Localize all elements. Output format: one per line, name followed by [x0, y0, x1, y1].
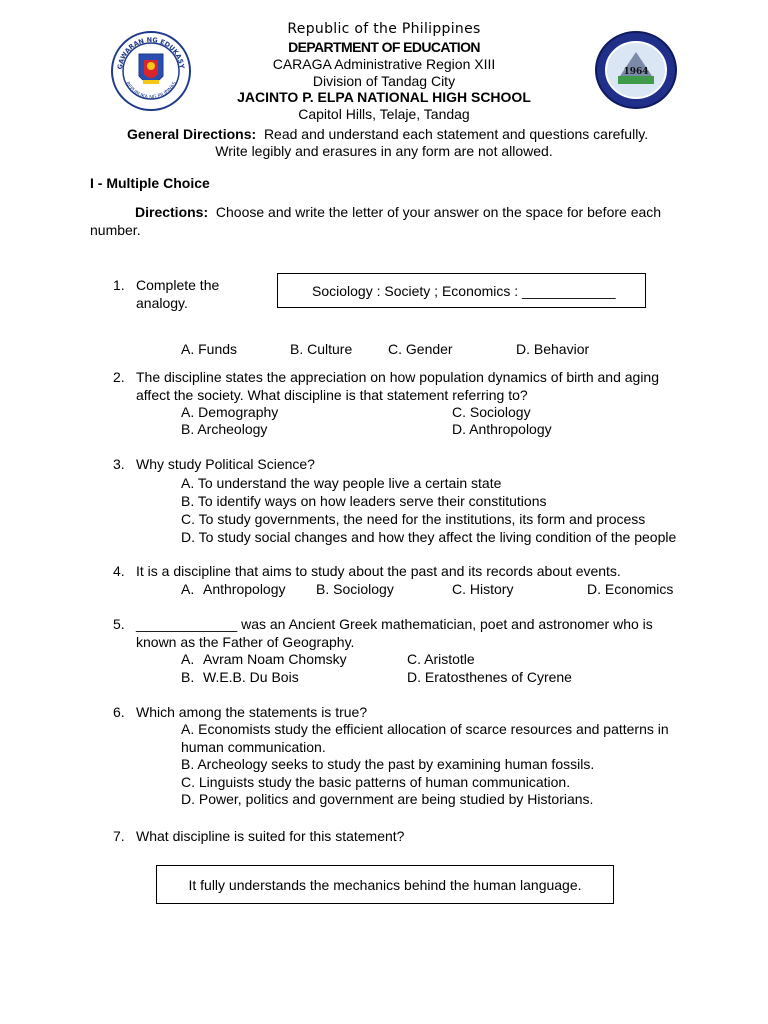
- choice: B. Archeology: [181, 421, 268, 437]
- choice: C. Aristotle: [407, 651, 475, 667]
- choice: B. To identify ways on how leaders serve their constitutions: [181, 493, 547, 509]
- header-department: DEPARTMENT OF EDUCATION: [288, 39, 480, 55]
- general-directions-line2: Write legibly and erasures in any form are not allowed.: [215, 143, 553, 159]
- choice: D. Power, politics and government are being studied by Historians.: [181, 791, 594, 807]
- question-3-choices: [181, 474, 676, 546]
- choice: A. Demography: [181, 404, 279, 420]
- choice: B. Archeology seeks to study the past by examining human fossils.: [181, 756, 595, 772]
- choice: D. Anthropology: [452, 421, 552, 437]
- choice: B. Sociology: [316, 581, 394, 597]
- question-4-text: It is a discipline that aims to study about the past and its records about events.: [136, 563, 621, 579]
- question-text-line: The discipline states the appreciation on how population dynamics of birth and aging: [136, 369, 659, 385]
- choice: B. Culture: [290, 341, 353, 357]
- question-text-line: affect the society. What discipline is that statement referring to?: [136, 386, 528, 403]
- svg-text:1964: 1964: [623, 67, 649, 77]
- choice: Anthropology: [203, 581, 286, 597]
- question-7-text: What discipline is suited for this statement?: [136, 828, 405, 844]
- choice-continuation: human communication.: [181, 738, 326, 755]
- choice: D. Eratosthenes of Cyrene: [407, 669, 572, 685]
- header-school: JACINTO P. ELPA NATIONAL HIGH SCHOOL: [237, 89, 531, 105]
- choice: A. Economists study the efficient allocation of scarce resources and patterns in: [181, 721, 669, 737]
- general-directions-line1: Read and understand each statement and questions carefully.: [263, 126, 649, 142]
- question-6-text: Which among the statements is true?: [136, 704, 368, 720]
- choice: W.E.B. Du Bois: [203, 669, 299, 685]
- choice: D. Economics: [587, 581, 674, 597]
- choice: C. Gender: [388, 341, 453, 357]
- choice: A. To understand the way people live a certain state: [181, 475, 502, 491]
- header-address: Capitol Hills, Telaje, Tandag: [298, 106, 470, 122]
- choice-letter: A.: [181, 651, 195, 667]
- question-2-text: [136, 369, 659, 404]
- question-text-line: Complete the: [136, 277, 220, 293]
- directions-label: Directions:: [135, 204, 209, 220]
- question-5-text: [136, 616, 653, 651]
- statement-text: It fully understands the mechanics behind the human language.: [188, 877, 582, 893]
- choice: C. History: [452, 581, 514, 597]
- section-title: I - Multiple Choice: [90, 175, 210, 191]
- choice: Avram Noam Chomsky: [203, 651, 347, 667]
- question-3-text: Why study Political Science?: [136, 456, 315, 472]
- question-text-line: analogy.: [136, 294, 188, 311]
- general-directions: [127, 126, 648, 143]
- question-number: 1.: [113, 277, 125, 293]
- header-republic: Republic of the Philippines: [287, 21, 481, 37]
- choice: C. To study governments, the need for the institutions, its form and process: [181, 511, 646, 527]
- choice: C. Sociology: [452, 404, 531, 420]
- question-number: 4.: [113, 563, 125, 579]
- choice-letter: A.: [181, 581, 195, 597]
- analogy-text: Sociology : Society ; Economics : ____________: [312, 283, 616, 299]
- header-division: Division of Tandag City: [312, 73, 456, 89]
- section-directions: [135, 204, 661, 220]
- directions-line1: Choose and write the letter of your answer on the space for before each: [215, 204, 662, 220]
- svg-text:REPUBLIKA NG PILIPINAS: REPUBLIKA NG PILIPINAS: [124, 80, 178, 101]
- general-directions-label: General Directions:: [127, 126, 257, 142]
- question-number: 6.: [113, 704, 125, 720]
- directions-line2: number.: [90, 222, 141, 238]
- question-text-line: _____________ was an Ancient Greek mathematician, poet and astronomer who is: [136, 616, 653, 632]
- analogy-box: [277, 273, 646, 308]
- question-number: 7.: [113, 828, 125, 844]
- choice: A. Funds: [181, 341, 238, 357]
- choice: D. Behavior: [516, 341, 590, 357]
- question-text-line: known as the Father of Geography.: [136, 633, 355, 650]
- question-number: 3.: [113, 456, 125, 472]
- header-region: CARAGA Administrative Region XIII: [272, 56, 496, 72]
- choice: C. Linguists study the basic patterns of human communication.: [181, 773, 571, 790]
- question-6-choices: [181, 721, 669, 809]
- choice: D. To study social changes and how they affect the living condition of the people: [181, 529, 677, 545]
- question-1-text: [136, 277, 219, 312]
- question-number: 2.: [113, 369, 125, 385]
- choice-letter: B.: [181, 669, 195, 685]
- svg-text:KAGAWARAN NG EDUKASYON: GAWARAN NG EDUKASY: [115, 35, 186, 70]
- question-number: 5.: [113, 616, 125, 632]
- statement-box: [156, 865, 614, 904]
